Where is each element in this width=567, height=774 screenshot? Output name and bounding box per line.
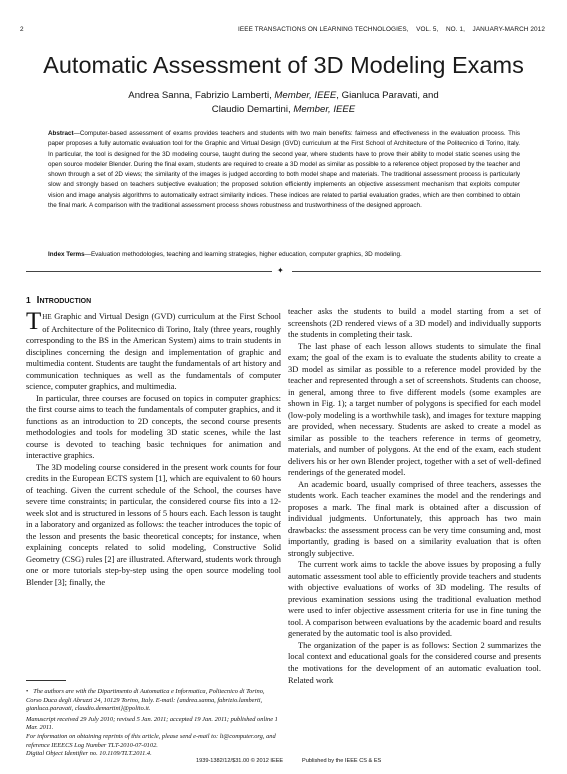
drop-cap: T <box>26 308 42 335</box>
member-designation: Member, IEEE <box>293 103 356 115</box>
footnote-rule <box>26 680 66 681</box>
paragraph: The last phase of each lesson allows students to simulate the final exam; the goal of the exam is to evaluate the students ability to create a 3D model as similar as possible to a reference model provided by the teacher and represented through a set of screenshots. Students can choose, in general, among three to five different models (some examples are shown in Fig. 1); a target number of polygons is specified for each model (low-poly modeling is a worthwhile task), and images for texture mapping are provided, when necessary. Students are asked to create a model as similar as possible to the teachers reference in terms of geometry, materials, and number of polygons. At the end of the exam, each student delivers his or her own Blender project, together with a set of well-defined renderings of the generated model. <box>288 340 541 478</box>
index-terms-label: Index Terms <box>48 251 85 258</box>
paragraph: In particular, three courses are focused on topics in computer graphics: the first course aims to teach the fundamentals of computer graphics, and it functions as an introduction to 2D concepts, the second course presents methodologies and tools for modeling 3D static scenes, while the last course is devoted to teaching basic techniques for animation and interactive graphics. <box>26 392 281 461</box>
paragraph-text: Graphic and Virtual Design (GVD) curriculum at the First School of Architecture of the Politecnico di Torino, Italy (three years, roughly corresponding to the BS in the American System) aims to train students in disciplines concerning the design and implementation of graphic and multimedia content. Students are taught the fundamentals of art history and communication techniques as well as the fundamentals of computer science, computer graphics, and multimedia. <box>26 311 281 392</box>
separator-rule-right <box>292 271 541 272</box>
footnote-reprints: For information on obtaining reprints of this article, please send e-mail to: lt@computer.org, and reference IEEECS Log Number TLT-2010-07-0102. <box>26 732 276 749</box>
paragraph: An academic board, usually comprised of three teachers, assesses the students work. Each teacher examines the model and the renderings and proposes a mark. The final mark is obtained after a discussion of individual judgments. Unfortunately, this approach has two main drawbacks: the assessment process can be very time consuming and, most importantly, grading is based on a similarity evaluation that is often strongly subjective. <box>288 478 541 558</box>
member-designation: Member, IEEE <box>274 90 337 101</box>
affiliation-text: The authors are with the Dipartimento di Automatica e Informatica, Politecnico di Torino, Corso Duca degli Abruzzi 24, 10129 Torino, Italy. E-mail: {andrea.sanna, fabrizio.lamberti, gianluca.paravati, claudio.demartini}@polito.it. <box>26 688 265 713</box>
paragraph <box>26 308 281 393</box>
author-list <box>60 89 507 116</box>
index-terms <box>48 250 520 260</box>
section-title-initial: I <box>36 295 40 306</box>
footer-copyright: 1939-1382/12/$31.00 © 2012 IEEE <box>196 758 284 764</box>
abstract-label: Abstract <box>48 130 74 137</box>
bullet-icon: • <box>26 688 29 695</box>
author-names-2: , Gianluca Paravati, and <box>336 90 439 101</box>
abstract <box>48 129 520 211</box>
section-number: 1 <box>26 295 31 305</box>
separator-rule-left <box>26 271 272 272</box>
author-line-2 <box>60 103 507 117</box>
page-number: 2 <box>20 26 24 33</box>
footnote-affiliation <box>26 688 281 714</box>
footnotes <box>26 688 281 759</box>
body-column-left <box>26 308 281 588</box>
section-title-rest: NTRODUCTION <box>39 298 92 305</box>
paragraph: The 3D modeling course considered in the present work counts for four credits in the European ECTS system [1], which are equivalent to 60 hours of teaching. Given the current schedule of the School, the courses have severe time constraints; in particular, the considered course fits into a 12-week slot and is structured in lessons of 5 hours each. Each lesson is taught in a laboratory and organized as follows: the teacher introduces the topic of the lesson and presents the basic theoretical concepts; for instance, when explaining concepts related to solid modeling, Constructive Solid Geometry (CSG) rules [2] are illustrated. Afterward, students work through one or more tutorials step-by-step using the open source modeling tool Blender [3]; finally, the <box>26 461 281 587</box>
paragraph: teacher asks the students to build a model starting from a set of screenshots (2D rendered views of a 3D model) and individually supports the students in completing their task. <box>288 306 541 340</box>
author-names-3: Claudio Demartini, <box>211 103 294 115</box>
paragraph: The current work aims to tackle the above issues by proposing a fully automatic assessment tool able to efficiently provide teachers and students with objective evaluations of works of 3D modeling. The results of previous examination sessions using the traditional evaluation method were used to infer objective assessment criteria for use in fine tuning the tool. A comparison between evaluations by the academic board and results generated by the automatic tool is also provided. <box>288 559 541 639</box>
separator-diamond-icon: ✦ <box>277 266 284 275</box>
small-caps-lead: HE <box>42 313 52 321</box>
abstract-text: —Computer-based assessment of exams provides teachers and students with two main benefits: fairness and effectiveness in the evaluation process. This paper proposes a fully automatic evaluation tool for the Graphic and Virtual Design (GVD) curriculum at the First School of Architecture of the Politecnico di Torino, Italy. In particular, the tool is designed for the 3D modeling course, taught during the second year, where students have to prove their ability to model static scenes using the open source modeler Blender. During the final exam, students are required to create a 3D model as similar as possible to a reference object proposed by the teacher and shown through a set of 2D views; the similarity of the images is judged according to both model shape and materials. The traditional assessment process is particularly slow and strongly based on teachers subjective evaluation; the proposed solution efficiently implements an objective assessment mechanism that exploits computer vision and image analysis algorithms to automatically extract similarity indices. These indices are related to partial evaluation grades, which are then combined to obtain the final mark. A comparison with the traditional assessment process shows robustness and trustworthiness of the designed approach. <box>48 130 520 210</box>
index-terms-text: —Evaluation methodologies, teaching and learning strategies, higher education, computer graphics, 3D modeling. <box>84 251 402 258</box>
running-header: IEEE TRANSACTIONS ON LEARNING TECHNOLOGIES, VOL. 5, NO. 1, JANUARY-MARCH 2012 <box>237 26 545 33</box>
footer-publisher: Published by the IEEE CS & ES <box>302 758 382 764</box>
footnote-doi: Digital Object Identifier no. 10.1109/TLT.2011.4. <box>26 750 152 758</box>
body-column-right <box>288 306 541 686</box>
section-heading <box>26 295 91 306</box>
author-names-1: Andrea Sanna, Fabrizio Lamberti, <box>128 90 275 101</box>
paragraph: The organization of the paper is as follows: Section 2 summarizes the local context and educational goals for the considered course and presents the motivations for the development of an automatic evaluation tool. Related work <box>288 639 541 685</box>
footnote-received: Manuscript received 29 July 2010; revised 5 Jan. 2011; accepted 19 Jan. 2011; published online 1 Mar. 2011. <box>26 715 278 732</box>
author-line-1 <box>60 89 507 103</box>
paper-title: Automatic Assessment of 3D Modeling Exams <box>43 52 524 78</box>
